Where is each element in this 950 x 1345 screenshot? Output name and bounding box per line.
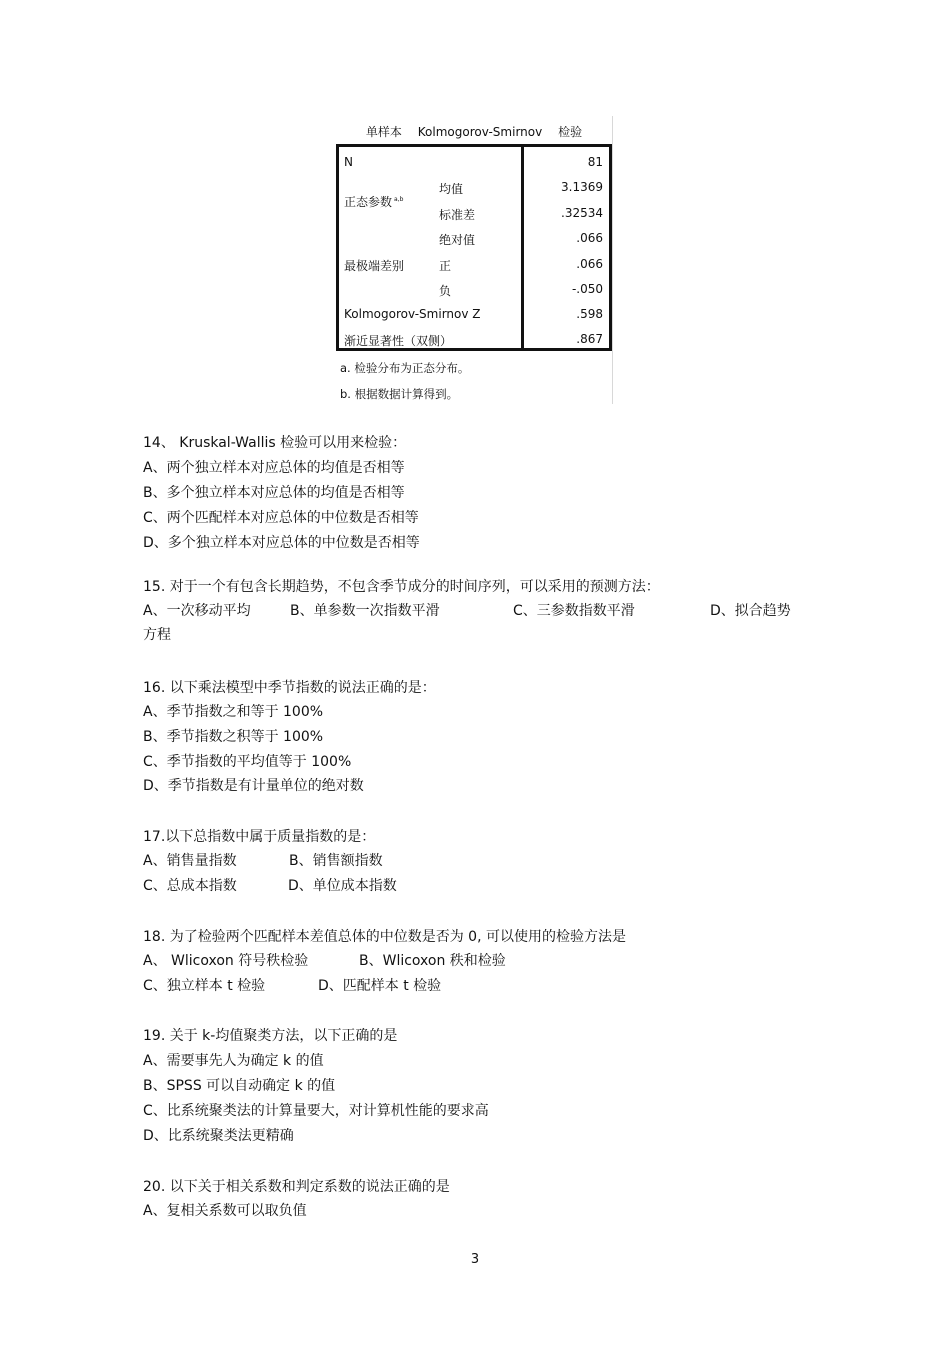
q19-option-b: B、SPSS 可以自动确定 k 的值 [143,1078,336,1094]
row-label-pos: 正 [439,259,452,273]
column-divider [521,147,524,348]
q16-option-a: A、季节指数之和等于 100% [143,704,324,720]
normal-params-label: 正态参数 [344,195,393,209]
q16-option-d: D、季节指数是有计量单位的绝对数 [143,778,364,794]
page-number: 3 [470,1252,480,1267]
q17-option-d: D、单位成本指数 [288,878,397,894]
q16-option-c: C、季节指数的平均值等于 100% [143,754,352,770]
q14-option-d: D、多个独立样本对应总体的中位数是否相等 [143,535,420,551]
q15-option-b: B、单参数一次指数平滑 [290,603,440,619]
row-label-extreme: 最极端差别 [344,259,405,273]
ks-test-table-block [336,116,612,404]
row-label-neg: 负 [439,284,452,298]
q17-option-b: B、销售额指数 [289,853,383,869]
row-label-mean: 均值 [439,182,464,196]
row-label-normal [344,193,403,210]
row-value-neg: -.050 [571,282,603,296]
row-label-abs: 绝对值 [439,233,476,247]
q19-stem: 19. 关于 k-均值聚类方法，以下正确的是 [143,1028,398,1044]
q18-stem: 18. 为了检验两个匹配样本差值总体的中位数是否为 0, 可以使用的检验方法是 [143,929,626,945]
row-label-sig: 渐近显著性（双侧） [344,334,453,348]
q19-option-d: D、比系统聚类法更精确 [143,1128,294,1144]
row-value-ksz: .598 [576,307,603,321]
q15-option-d: D、拟合趋势 [710,603,791,619]
q19-option-c: C、比系统聚类法的计算量要大，对计算机性能的要求高 [143,1103,489,1119]
row-value-n: 81 [587,155,603,169]
normal-params-superscript: a,b [394,196,404,203]
q18-option-c: C、独立样本 t 检验 [143,978,266,994]
q14-option-b: B、多个独立样本对应总体的均值是否相等 [143,485,405,501]
table-title-en: Kolmogorov-Smirnov [417,125,543,139]
q16-stem: 16. 以下乘法模型中季节指数的说法正确的是： [143,680,436,696]
row-value-sd: .32534 [561,206,603,220]
q15-option-a: A、一次移动平均 [143,603,251,619]
q14-option-c: C、两个匹配样本对应总体的中位数是否相等 [143,510,419,526]
row-value-mean: 3.1369 [561,180,603,194]
q20-stem: 20. 以下关于相关系数和判定系数的说法正确的是 [143,1179,450,1195]
q20-option-a: A、复相关系数可以取负值 [143,1203,307,1219]
q15-option-c: C、三参数指数平滑 [513,603,635,619]
table-footnote-a: a. 检验分布为正态分布。 [340,361,470,375]
q15-stem: 15. 对于一个有包含长期趋势，不包含季节成分的时间序列，可以采用的预测方法： [143,579,660,595]
q18-option-a: A、 Wlicoxon 符号秩检验 [143,953,309,969]
row-label-n: N [344,155,353,169]
ks-table [336,144,612,351]
q17-option-c: C、总成本指数 [143,878,237,894]
q16-option-b: B、季节指数之积等于 100% [143,729,324,745]
q18-option-d: D、匹配样本 t 检验 [318,978,442,994]
table-title [336,123,612,140]
row-value-pos: .066 [576,257,603,271]
row-value-sig: .867 [576,332,603,346]
table-title-tail: 检验 [558,125,583,139]
q14-stem: 14、 Kruskal-Wallis 检验可以用来检验： [143,435,407,451]
q18-option-b: B、Wlicoxon 秩和检验 [359,953,506,969]
q15-option-d-continued: 方程 [143,627,171,643]
q17-option-a: A、销售量指数 [143,853,237,869]
q19-option-a: A、需要事先人为确定 k 的值 [143,1053,324,1069]
row-label-ksz: Kolmogorov-Smirnov Z [344,307,481,321]
table-title-cn: 单样本 [365,125,402,139]
row-label-sd: 标准差 [439,208,476,222]
q17-stem: 17.以下总指数中属于质量指数的是： [143,829,376,845]
table-right-rule [612,116,613,404]
row-value-abs: .066 [576,231,603,245]
q14-option-a: A、两个独立样本对应总体的均值是否相等 [143,460,405,476]
table-footnote-b: b. 根据数据计算得到。 [340,387,459,401]
